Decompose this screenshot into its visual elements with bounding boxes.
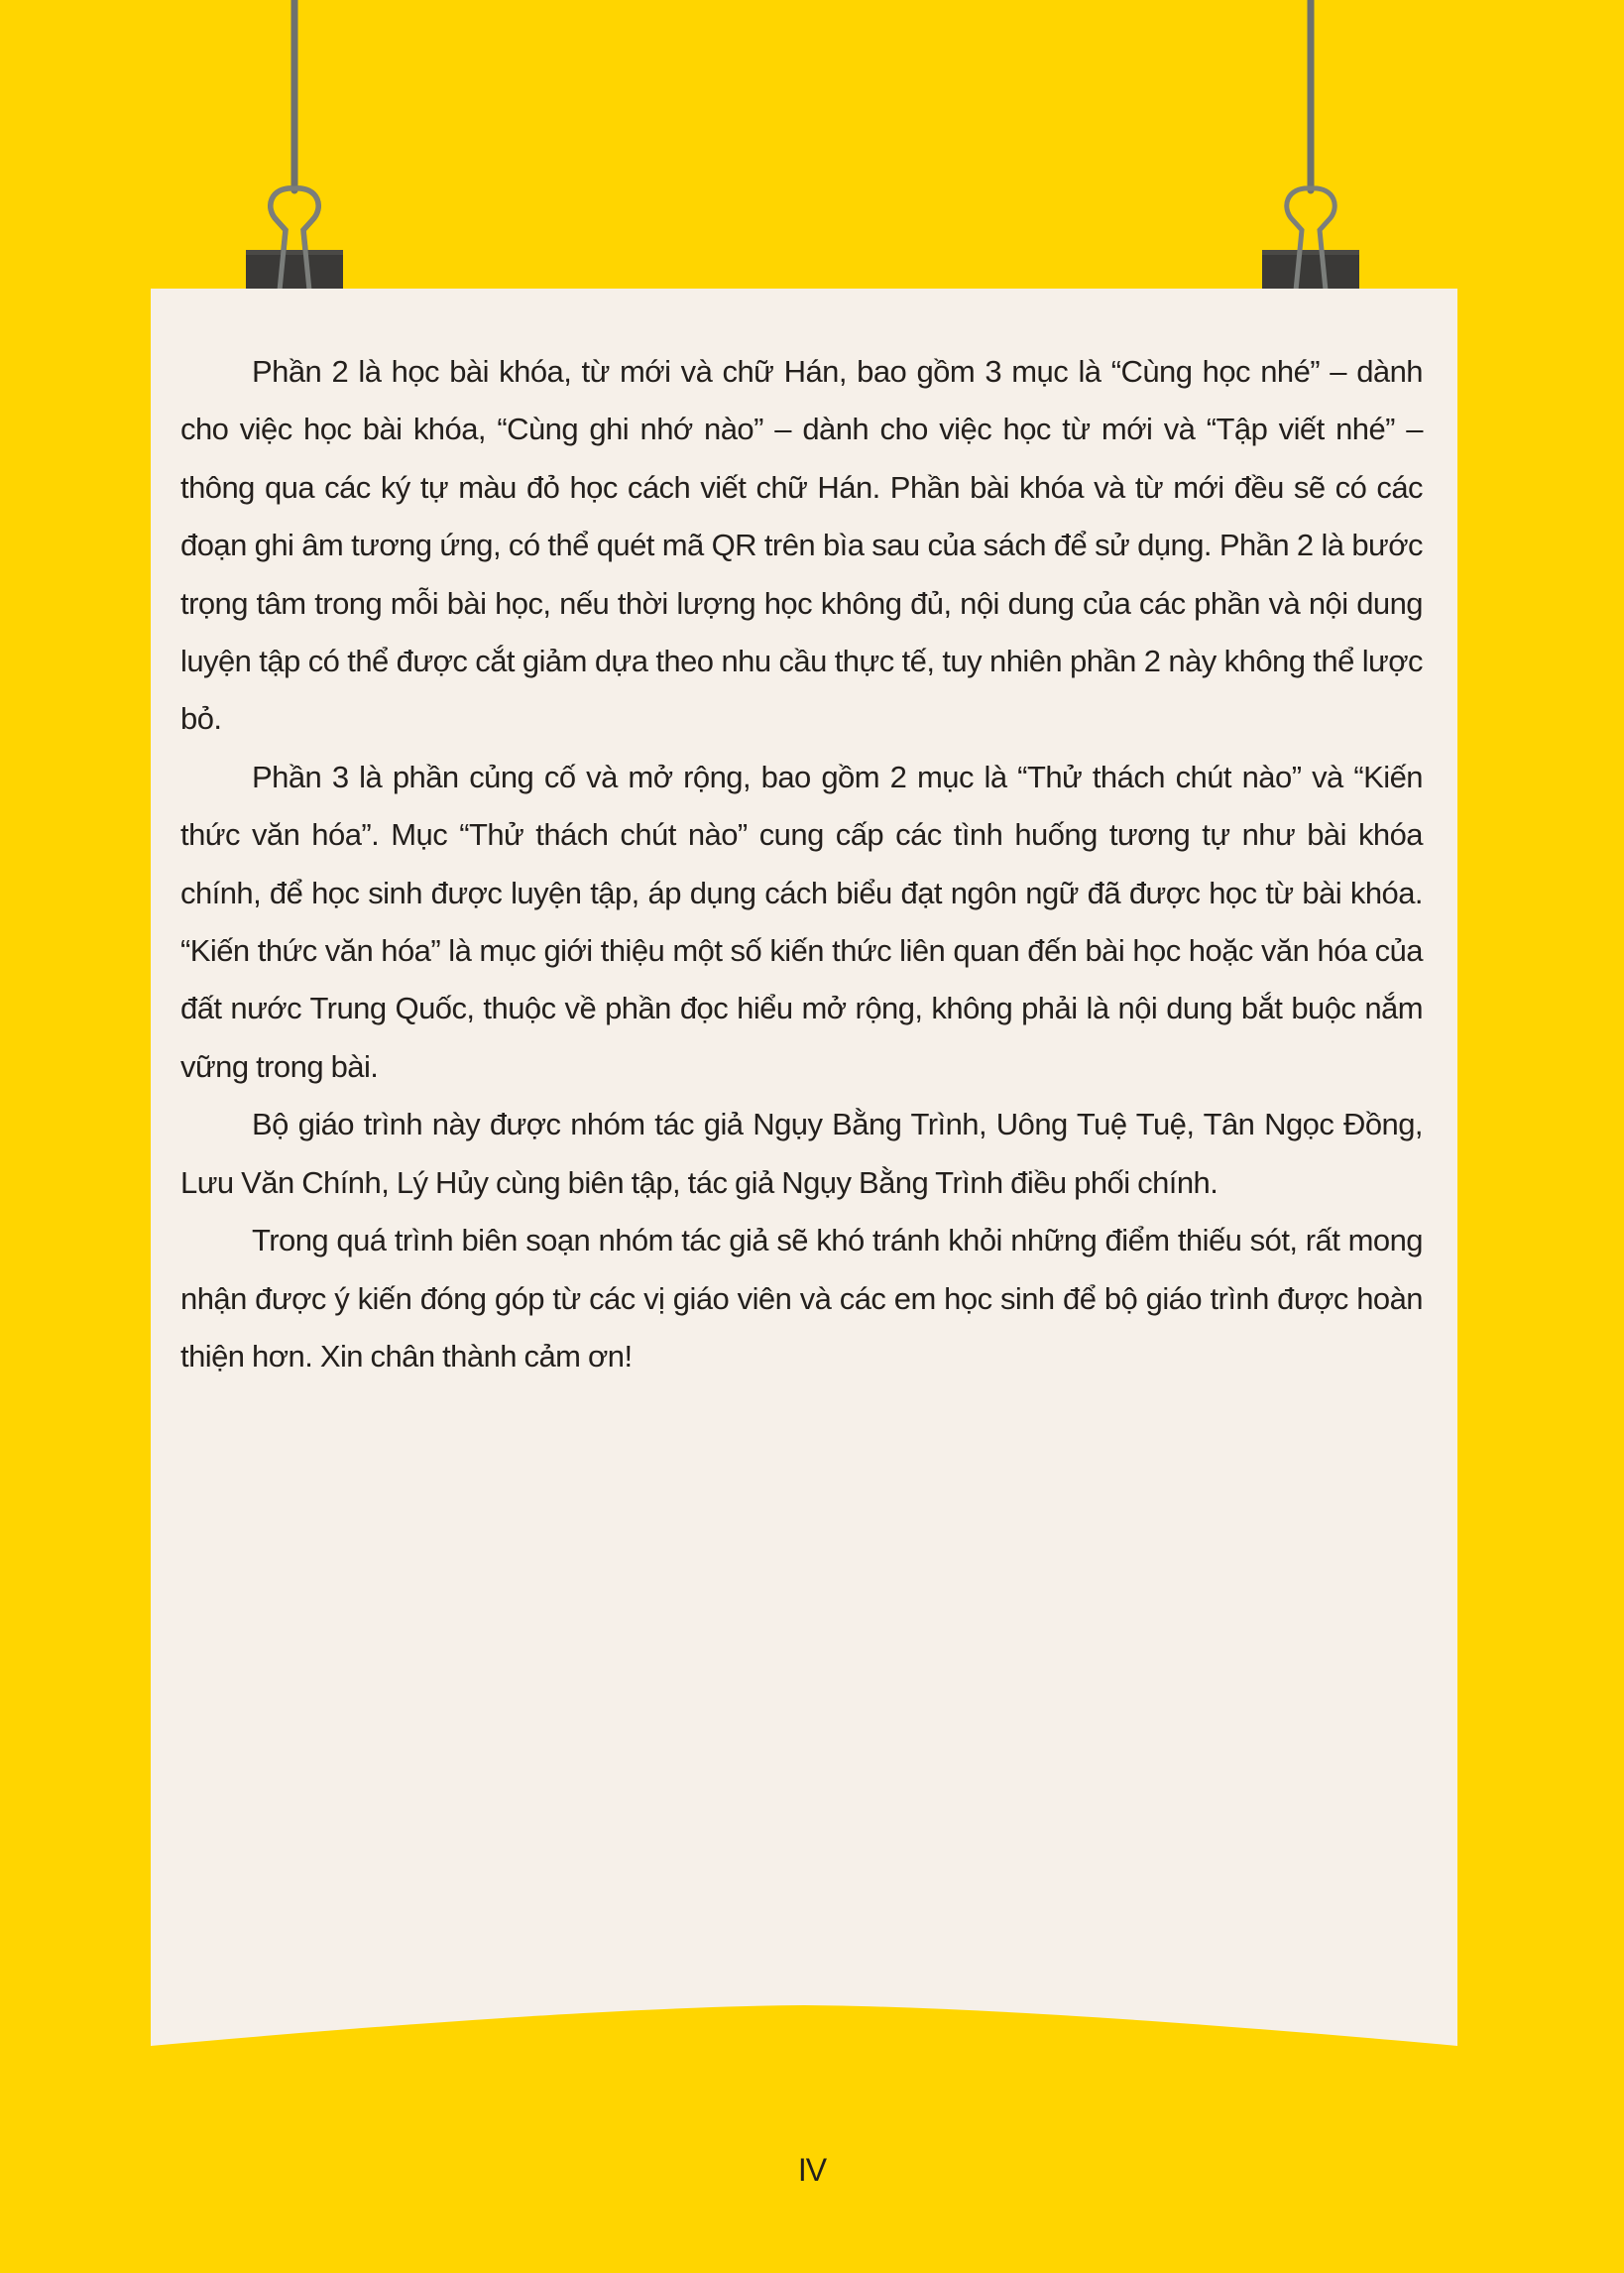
left-binder-clip xyxy=(240,0,349,317)
paper-curved-edge xyxy=(151,1974,1457,2054)
binder-clip-icon xyxy=(1256,0,1365,317)
paragraph: Phần 3 là phần củng cố và mở rộng, bao gồm 2 mục là “Thử thách chút nào” và “Kiến thức văn hóa”. Mục “Thử thách chút nào” cung cấp các tình huống tương tự như bài khóa chính, để học sinh được luyện tập, áp dụng cách biểu đạt ngôn ngữ đã được học từ bài khóa. “Kiến thức văn hóa” là mục giới thiệu một số kiến thức liên quan đến bài học hoặc văn hóa của đất nước Trung Quốc, thuộc về phần đọc hiểu mở rộng, không phải là nội dung bắt buộc nắm vững trong bài. xyxy=(180,759,1423,1084)
document-body xyxy=(180,343,1423,1385)
paragraph: Phần 2 là học bài khóa, từ mới và chữ Hán, bao gồm 3 mục là “Cùng học nhé” – dành cho việc học bài khóa, “Cùng ghi nhớ nào” – dành cho việc học từ mới và “Tập viết nhé” – thông qua các ký tự màu đỏ học cách viết chữ Hán. Phần bài khóa và từ mới đều sẽ có các đoạn ghi âm tương ứng, có thể quét mã QR trên bìa sau của sách để sử dụng. Phần 2 là bước trọng tâm trong mỗi bài học, nếu thời lượng học không đủ, nội dung của các phần và nội dung luyện tập có thể được cắt giảm dựa theo nhu cầu thực tế, tuy nhiên phần 2 này không thể lược bỏ. xyxy=(180,354,1423,737)
paper-sheet xyxy=(151,289,1457,2046)
page-number: IV xyxy=(797,2152,827,2188)
right-binder-clip xyxy=(1256,0,1365,317)
paragraph: Trong quá trình biên soạn nhóm tác giả sẽ khó tránh khỏi những điểm thiếu sót, rất mong nhận được ý kiến đóng góp từ các vị giáo viên và các em học sinh để bộ giáo trình được hoàn thiện hơn. Xin chân thành cảm ơn! xyxy=(180,1223,1423,1374)
paragraph: Bộ giáo trình này được nhóm tác giả Ngụy Bằng Trình, Uông Tuệ Tuệ, Tân Ngọc Đồng, Lưu Văn Chính, Lý Hủy cùng biên tập, tác giả Ngụy Bằng Trình điều phối chính. xyxy=(180,1107,1423,1200)
binder-clip-icon xyxy=(240,0,349,317)
